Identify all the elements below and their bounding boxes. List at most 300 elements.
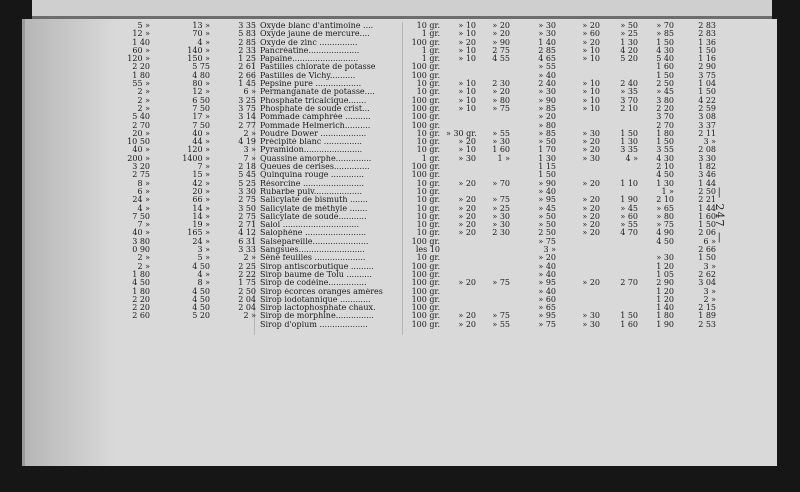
cell-u7: 1 50: [698, 87, 716, 97]
cell-product-name: Papaïne..........................: [260, 55, 359, 64]
cell-coef: 1 45: [238, 79, 256, 89]
cell-price-b: 66 »: [192, 195, 210, 205]
cell-quantity: 100 gr.: [411, 278, 440, 288]
cell-price-b: 19 »: [192, 220, 210, 230]
cell-coef: 2 71: [238, 220, 256, 230]
cell-price-a: 2 20: [132, 303, 150, 313]
cell-u6: 2 10: [656, 162, 674, 172]
cell-u7: 2 08: [698, 145, 716, 155]
cell-u7: 2 90: [698, 62, 716, 72]
cell-u3: » 45: [538, 203, 556, 213]
cell-u3: » 50: [538, 137, 556, 147]
cell-product-name: Sangsues..........................: [260, 246, 365, 255]
cell-u3: » 65: [538, 303, 556, 313]
cell-u2: » 25: [492, 203, 510, 213]
cell-quantity: 100 gr.: [411, 261, 440, 271]
cell-u4: » 60: [582, 29, 600, 39]
cell-price-b: 15 »: [192, 170, 210, 180]
cell-product-name: Salol ..............................: [260, 221, 360, 230]
cell-quantity: 100 gr.: [411, 286, 440, 296]
cell-u2: 2 75: [492, 45, 510, 55]
cell-u1: » 20: [458, 195, 476, 205]
cell-u6: 2 50: [656, 79, 674, 89]
cell-quantity: 10 gr.: [416, 137, 440, 147]
cell-u7: 1 36: [698, 37, 716, 47]
cell-quantity: 10 gr.: [416, 203, 440, 213]
cell-coef: 2 18: [238, 162, 256, 172]
cell-coef: 5 25: [238, 178, 256, 188]
cell-price-a: 120 »: [127, 54, 150, 64]
cell-u7: 1 44: [698, 178, 716, 188]
price-table: [120, 22, 730, 329]
cell-u1: » 20: [458, 37, 476, 47]
cell-u3: 2 85: [538, 45, 556, 55]
cell-price-a: 1 80: [132, 269, 150, 279]
cell-u3: » 85: [538, 128, 556, 138]
book-page: [22, 19, 777, 466]
cell-u7: 3 46: [698, 170, 716, 180]
cell-price-b: 17 »: [192, 112, 210, 122]
cell-quantity: 100 gr.: [411, 311, 440, 321]
cell-u3: » 40: [538, 261, 556, 271]
cell-quantity: 1 gr.: [421, 29, 440, 39]
cell-price-a: 2 20: [132, 62, 150, 72]
cell-product-name: Pancréatine....................: [260, 46, 360, 55]
cell-u3: » 75: [538, 319, 556, 329]
cell-u4: » 10: [582, 87, 600, 97]
cell-price-b: 7 »: [197, 162, 210, 172]
cell-coef: 4 19: [238, 137, 256, 147]
cell-u4: » 30: [582, 128, 600, 138]
cell-u3: » 75: [538, 236, 556, 246]
cell-u6: » 70: [656, 21, 674, 30]
cell-u3: » 30: [538, 21, 556, 30]
cell-price-b: 4 50: [192, 303, 210, 313]
cell-price-a: 8 »: [137, 178, 150, 188]
cell-price-a: 60 »: [132, 45, 150, 55]
cell-quantity: 1 gr.: [421, 45, 440, 55]
cell-u6: 1 50: [656, 37, 674, 47]
page-number: — 247 —: [713, 187, 726, 244]
cell-quantity: 100 gr.: [411, 120, 440, 130]
cell-u2: » 55: [492, 128, 510, 138]
cell-u5: 1 90: [620, 195, 638, 205]
cell-u2: 2 30: [492, 79, 510, 89]
cell-u3: » 50: [538, 211, 556, 221]
cell-price-b: 42 »: [192, 178, 210, 188]
cell-coef: 6 »: [243, 87, 256, 97]
cell-u3: » 55: [538, 62, 556, 72]
cell-price-a: 2 75: [132, 170, 150, 180]
cell-u7: 3 75: [698, 70, 716, 80]
cell-u4: » 20: [582, 21, 600, 30]
cell-price-b: 12 »: [192, 87, 210, 97]
cell-u6: 2 90: [656, 278, 674, 288]
cell-u4: » 30: [582, 311, 600, 321]
cell-quantity: 100 gr.: [411, 112, 440, 122]
cell-price-b: 44 »: [192, 137, 210, 147]
cell-quantity: 1 gr.: [421, 153, 440, 163]
cell-u6: 1 50: [656, 137, 674, 147]
cell-u1: » 10: [458, 145, 476, 155]
cell-product-name: Salicylate de méthyle .......: [260, 204, 368, 213]
cell-price-b: 20 »: [192, 186, 210, 196]
cell-price-a: 55 »: [132, 79, 150, 89]
cell-quantity: 10 gr.: [416, 195, 440, 205]
cell-price-a: 2 »: [137, 87, 150, 97]
cell-u7: 1 60: [698, 211, 716, 221]
cell-u7: 2 66: [698, 245, 716, 255]
cell-u6: 1 »: [661, 186, 674, 196]
page-gutter-shadow: [25, 19, 115, 466]
cell-product-name: Phosphate de soude crist...: [260, 104, 370, 113]
cell-product-name: Sirop de morphine...............: [260, 312, 374, 321]
cell-price-b: 165 »: [187, 228, 210, 238]
cell-u7: 1 89: [698, 311, 716, 321]
cell-u3: 1 15: [538, 162, 556, 172]
table-row: [120, 321, 730, 329]
cell-coef: 2 »: [243, 128, 256, 138]
cell-u7: 1 50: [698, 220, 716, 230]
cell-coef: 2 25: [238, 261, 256, 271]
cell-u4: » 20: [582, 228, 600, 238]
cell-price-a: 7 »: [137, 220, 150, 230]
cell-u6: 5 40: [656, 54, 674, 64]
cell-product-name: Sirop iodotannique ............: [260, 295, 371, 304]
cell-u4: » 30: [582, 153, 600, 163]
cell-u6: 1 20: [656, 286, 674, 296]
cell-price-b: 4 »: [197, 37, 210, 47]
cell-u7: 2 62: [698, 269, 716, 279]
cell-u7: 2 50: [698, 186, 716, 196]
cell-u6: » 75: [656, 220, 674, 230]
cell-u3: 1 50: [538, 170, 556, 180]
cell-u2: » 30: [492, 137, 510, 147]
cell-price-a: 1 40: [132, 37, 150, 47]
cell-u4: » 20: [582, 203, 600, 213]
cell-product-name: Salsepareille......................: [260, 237, 369, 246]
cell-u3: » 40: [538, 186, 556, 196]
cell-u7: 3 30: [698, 153, 716, 163]
cell-product-name: Précipité blanc ...............: [260, 138, 362, 147]
cell-u3: » 30: [538, 29, 556, 39]
cell-u4: » 20: [582, 220, 600, 230]
cell-u3: » 95: [538, 195, 556, 205]
cell-price-a: 2 »: [137, 253, 150, 263]
cell-u5: 3 35: [620, 145, 638, 155]
cell-u6: 1 30: [656, 178, 674, 188]
cell-coef: 6 31: [238, 236, 256, 246]
cell-product-name: Pommade camphrée ..........: [260, 113, 371, 122]
cell-quantity: 10 gr.: [416, 21, 440, 30]
cell-product-name: Phosphate tricalcique.......: [260, 96, 367, 105]
cell-u6: » 65: [656, 203, 674, 213]
cell-quantity: 100 gr.: [411, 170, 440, 180]
cell-price-b: 5 »: [197, 253, 210, 263]
cell-price-a: 20 »: [132, 128, 150, 138]
cell-price-a: 5 »: [137, 21, 150, 30]
cell-u4: » 10: [582, 79, 600, 89]
cell-price-b: 7 50: [192, 120, 210, 130]
cell-u3: » 80: [538, 120, 556, 130]
cell-u7: 1 50: [698, 253, 716, 263]
cell-product-name: Pepsine pure ..................: [260, 80, 362, 89]
cell-u6: » 85: [656, 29, 674, 39]
cell-price-b: 150 »: [187, 54, 210, 64]
cell-price-b: 8 »: [197, 278, 210, 288]
cell-product-name: Quassine amorphe..............: [260, 154, 372, 163]
cell-quantity: les 10: [415, 245, 440, 255]
cell-price-a: 2 »: [137, 95, 150, 105]
cell-price-b: 4 80: [192, 70, 210, 80]
cell-u5: 4 20: [620, 45, 638, 55]
cell-u7: 2 83: [698, 29, 716, 39]
cell-u3: 2 40: [538, 79, 556, 89]
cell-u6: 1 90: [656, 319, 674, 329]
cell-price-a: 2 60: [132, 311, 150, 321]
cell-u3: » 40: [538, 269, 556, 279]
cell-u7: 3 »: [703, 286, 716, 296]
cell-u1: » 20: [458, 220, 476, 230]
cell-quantity: 100 gr.: [411, 294, 440, 304]
cell-product-name: Sirop lactophosphate chaux.: [260, 304, 376, 313]
cell-product-name: Oxyde blanc d'antimoine ....: [260, 22, 374, 30]
cell-u3: 1 70: [538, 145, 556, 155]
cell-u6: 3 55: [656, 145, 674, 155]
cell-u1: » 20: [458, 178, 476, 188]
cell-u1: » 20: [458, 319, 476, 329]
cell-price-b: 14 »: [192, 211, 210, 221]
cell-quantity: 10 gr.: [416, 145, 440, 155]
cell-u5: 2 10: [620, 103, 638, 113]
cell-quantity: 10 gr.: [416, 220, 440, 230]
cell-u4: » 20: [582, 145, 600, 155]
cell-u2: » 20: [492, 29, 510, 39]
cell-u3: » 60: [538, 294, 556, 304]
cell-u6: 1 80: [656, 128, 674, 138]
cell-quantity: 10 gr.: [416, 178, 440, 188]
cell-product-name: Pommade Helmerich..........: [260, 121, 371, 130]
cell-u7: 4 22: [698, 95, 716, 105]
cell-u3: » 30: [538, 87, 556, 97]
cell-price-b: 4 »: [197, 269, 210, 279]
cell-quantity: 100 gr.: [411, 95, 440, 105]
cell-price-b: 1400 »: [182, 153, 210, 163]
cell-price-a: 6 »: [137, 186, 150, 196]
cell-u2: » 90: [492, 37, 510, 47]
cell-u5: » 35: [620, 87, 638, 97]
cell-u1: » 20: [458, 203, 476, 213]
cell-u5: 1 30: [620, 137, 638, 147]
cell-price-a: 5 40: [132, 112, 150, 122]
cell-u4: » 10: [582, 45, 600, 55]
cell-u6: 2 20: [656, 103, 674, 113]
cell-u7: 2 »: [703, 294, 716, 304]
cell-u6: 2 10: [656, 195, 674, 205]
cell-u6: 1 50: [656, 70, 674, 80]
cell-product-name: Sirop de codéine...............: [260, 279, 367, 288]
cell-coef: 1 25: [238, 54, 256, 64]
cell-u3: » 40: [538, 286, 556, 296]
cell-coef: 3 25: [238, 95, 256, 105]
cell-u7: 2 15: [698, 303, 716, 313]
cell-u4: » 20: [582, 278, 600, 288]
cell-price-a: 4 »: [137, 203, 150, 213]
cell-coef: 2 33: [238, 45, 256, 55]
cell-u7: 3 »: [703, 137, 716, 147]
cell-u1: » 10: [458, 54, 476, 64]
cell-u5: 1 60: [620, 319, 638, 329]
cell-price-a: 2 20: [132, 294, 150, 304]
cell-quantity: 10 gr.: [416, 79, 440, 89]
cell-product-name: Salophène ........................: [260, 229, 367, 238]
cell-product-name: Sirop écorces oranges amères: [260, 287, 383, 296]
cell-quantity: 10 gr.: [416, 87, 440, 97]
cell-product-name: Résorcine ........................: [260, 179, 365, 188]
cell-u7: 2 59: [698, 103, 716, 113]
cell-u5: » 60: [620, 211, 638, 221]
cell-u7: 6 »: [703, 236, 716, 246]
cell-u5: » 50: [620, 21, 638, 30]
cell-price-b: 4 50: [192, 261, 210, 271]
cell-u7: 2 21: [698, 195, 716, 205]
cell-coef: 2 »: [243, 253, 256, 263]
cell-u1: » 30: [458, 153, 476, 163]
cell-u3: » 20: [538, 112, 556, 122]
cell-u5: » 25: [620, 29, 638, 39]
cell-u5: » 45: [620, 203, 638, 213]
cell-u6: 4 50: [656, 236, 674, 246]
cell-u1: » 10: [458, 95, 476, 105]
cell-u4: » 10: [582, 95, 600, 105]
cell-price-a: 4 50: [132, 278, 150, 288]
cell-product-name: Queues de cerises..............: [260, 163, 370, 172]
cell-quantity: 100 gr.: [411, 269, 440, 279]
cell-u6: 1 20: [656, 294, 674, 304]
cell-product-name: Poudre Dower ..................: [260, 129, 367, 138]
cell-u2: » 30: [492, 211, 510, 221]
cell-u7: 2 06: [698, 228, 716, 238]
cell-quantity: 100 gr.: [411, 162, 440, 172]
cell-u7: 3 04: [698, 278, 716, 288]
cell-u3: 1 40: [538, 37, 556, 47]
cell-u6: 4 90: [656, 228, 674, 238]
cell-u1: » 10: [458, 21, 476, 30]
cell-coef: 1 75: [238, 278, 256, 288]
cell-price-b: 3 »: [197, 245, 210, 255]
cell-product-name: Oxyde jaune de mercure....: [260, 30, 370, 39]
cell-coef: 3 50: [238, 203, 256, 213]
cell-coef: 2 »: [243, 311, 256, 321]
cell-u2: » 20: [492, 21, 510, 30]
cell-u2: 2 30: [492, 228, 510, 238]
cell-u1: » 10: [458, 79, 476, 89]
cell-u2: » 55: [492, 319, 510, 329]
cell-coef: 5 45: [238, 170, 256, 180]
cell-u7: 1 16: [698, 54, 716, 64]
cell-u1: » 20: [458, 211, 476, 221]
cell-coef: 3 35: [238, 21, 256, 30]
cell-price-a: 3 80: [132, 236, 150, 246]
cell-u5: 4 »: [625, 153, 638, 163]
cell-quantity: 100 gr.: [411, 70, 440, 80]
cell-quantity: 1 gr.: [421, 54, 440, 64]
cell-price-b: 140 »: [187, 45, 210, 55]
cell-product-name: Sirop d'opium ...................: [260, 320, 368, 329]
cell-product-name: Oxyde de zinc ...............: [260, 38, 358, 47]
cell-u2: » 30: [492, 220, 510, 230]
cell-u4: » 20: [582, 37, 600, 47]
cell-u6: 1 40: [656, 303, 674, 313]
cell-price-a: 7 50: [132, 211, 150, 221]
cell-u2: 1 »: [497, 153, 510, 163]
cell-u7: 3 37: [698, 120, 716, 130]
cell-u5: 1 10: [620, 178, 638, 188]
cell-u2: 1 60: [492, 145, 510, 155]
cell-u6: 4 30: [656, 153, 674, 163]
cell-u2: 4 55: [492, 54, 510, 64]
cell-price-b: 24 »: [192, 236, 210, 246]
cell-u3: » 95: [538, 278, 556, 288]
cell-u1: » 20: [458, 278, 476, 288]
cell-price-b: 80 »: [192, 79, 210, 89]
cell-coef: 5 83: [238, 29, 256, 39]
cell-price-a: 12 »: [132, 29, 150, 39]
cell-u3: 3 »: [543, 245, 556, 255]
cell-u5: 4 70: [620, 228, 638, 238]
cell-u3: 1 30: [538, 153, 556, 163]
cell-price-a: 24 »: [132, 195, 150, 205]
cell-u1: » 30 gr.: [446, 128, 477, 138]
cell-price-b: 4 50: [192, 294, 210, 304]
cell-product-name: Pastilles de Vichy..........: [260, 71, 356, 80]
cell-u1: » 10: [458, 29, 476, 39]
cell-price-a: 3 20: [132, 162, 150, 172]
cell-u7: 1 50: [698, 45, 716, 55]
cell-u3: » 20: [538, 253, 556, 263]
cell-quantity: 100 gr.: [411, 37, 440, 47]
cell-u6: 3 80: [656, 95, 674, 105]
cell-u7: 1 44: [698, 203, 716, 213]
cell-price-a: 40 »: [132, 145, 150, 155]
cell-u2: » 75: [492, 278, 510, 288]
cell-u6: 4 50: [656, 170, 674, 180]
cell-u6: » 80: [656, 211, 674, 221]
cell-u6: » 45: [656, 87, 674, 97]
cell-u6: 1 80: [656, 311, 674, 321]
cell-u5: 2 70: [620, 278, 638, 288]
cell-product-name: Quinquina rouge .............: [260, 171, 364, 180]
cell-u5: 1 50: [620, 311, 638, 321]
cell-quantity: 100 gr.: [411, 236, 440, 246]
cell-u7: 2 53: [698, 319, 716, 329]
cell-price-a: 2 70: [132, 120, 150, 130]
cell-u4: » 20: [582, 211, 600, 221]
cell-price-a: 1 80: [132, 70, 150, 80]
cell-price-b: 120 »: [187, 145, 210, 155]
cell-u1: » 20: [458, 311, 476, 321]
cell-u4: » 10: [582, 54, 600, 64]
cell-price-a: 10 50: [127, 137, 150, 147]
cell-u7: 3 08: [698, 112, 716, 122]
cell-u5: 1 30: [620, 37, 638, 47]
cell-price-b: 40 »: [192, 128, 210, 138]
cell-product-name: Salicylate de bismuth .......: [260, 196, 368, 205]
cell-u4: » 10: [582, 103, 600, 113]
cell-product-name: Pastilles chlorate de potasse: [260, 63, 376, 72]
cell-quantity: 100 gr.: [411, 303, 440, 313]
cell-coef: 2 75: [238, 211, 256, 221]
